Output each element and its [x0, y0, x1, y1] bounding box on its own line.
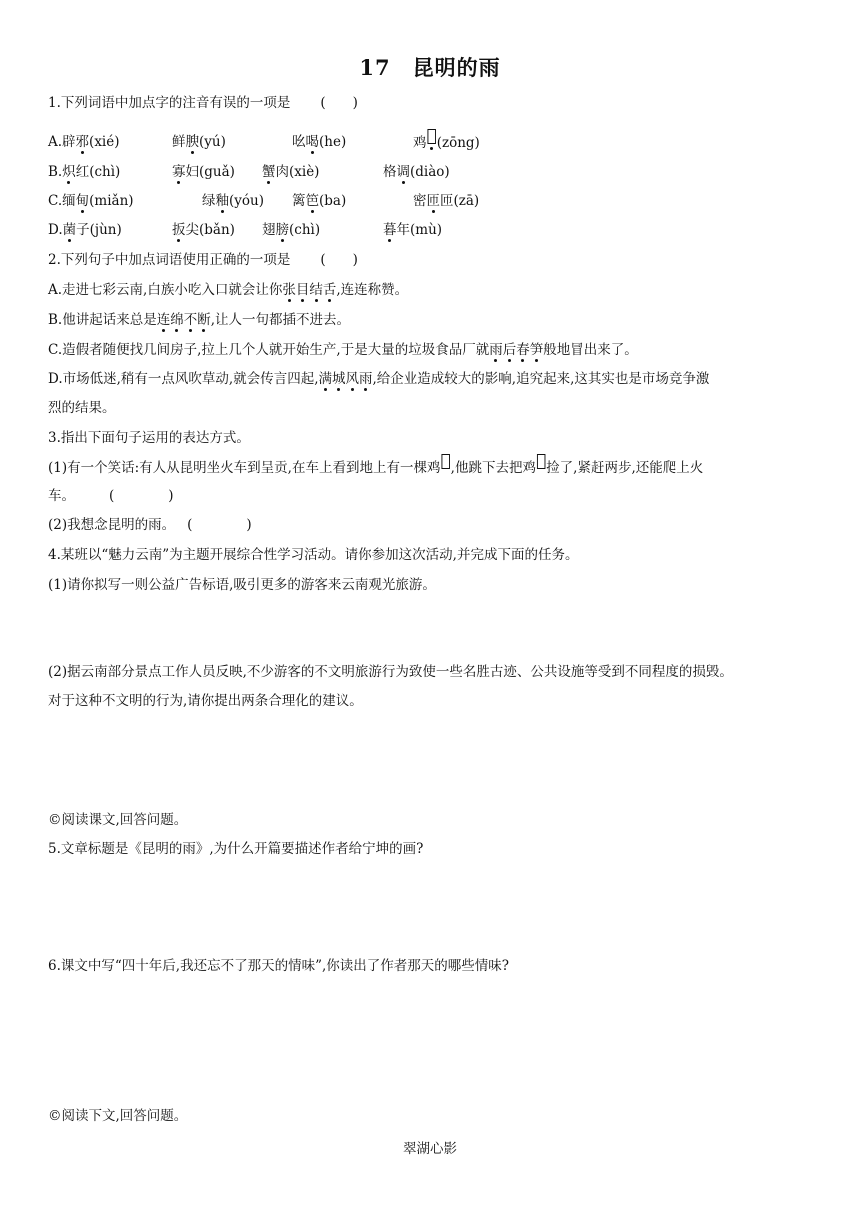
q1-option-b-word4: 格调(diào)	[383, 164, 450, 180]
reading-instruction-2: ©阅读下文,回答问题。	[48, 1108, 188, 1124]
q1-option-a-word4: 鸡𦵗(zōng)	[413, 126, 480, 151]
char-image: 𦵗	[440, 451, 451, 471]
lesson-title: 昆明的雨	[412, 55, 501, 80]
q5: 5.文章标题是《昆明的雨》,为什么开篇要描述作者给宁坤的画?	[48, 841, 424, 857]
emphasis-char: 雨	[489, 342, 503, 358]
emphasis-char: 连	[156, 312, 171, 328]
q3-blank-2: ( )	[187, 517, 252, 533]
q1-option-d-word3: 翅膀(chì)	[262, 222, 321, 238]
emphasis-char: 舌	[322, 282, 337, 298]
emphasis-char: 绵	[170, 312, 184, 328]
q2-answer-blank: ( )	[320, 252, 358, 268]
passage-subtitle: 翠湖心影	[403, 1141, 457, 1157]
q1-stem: 1.下列词语中加点字的注音有误的一项是 ( )	[48, 95, 358, 111]
emphasis-char: 目	[295, 282, 310, 298]
q1-option-d: D.菌子(jùn)	[48, 222, 122, 238]
q1-option-c-word2: 绿釉(yóu)	[202, 193, 264, 209]
q2-stem: 2.下列句子中加点词语使用正确的一项是 ( )	[48, 252, 358, 268]
q3-blank-1: ( )	[109, 488, 174, 504]
emphasis-char: 城	[332, 371, 346, 387]
q2-option-d-cont: 烈的结果。	[48, 400, 116, 416]
emphasis-char: 不	[183, 312, 198, 328]
reading-instruction-1: ©阅读课文,回答问题。	[48, 812, 188, 828]
q2-option-d: D.市场低迷,稍有一点风吹草动,就会传言四起,满城风雨,给企业造成较大的影响,追究起来,这其实也是市场竞争激	[48, 371, 710, 387]
char-image: 𦵗	[535, 451, 547, 471]
q4-task-2-cont: 对于这种不文明的行为,请你提出两条合理化的建议。	[48, 693, 363, 709]
q6: 6.课文中写“四十年后,我还忘不了那天的情味”,你读出了作者那天的哪些情味?	[48, 958, 510, 974]
q1-option-b: B.炽红(chì)	[48, 164, 121, 180]
emphasis-char: 雨	[359, 371, 373, 387]
q3-sentence-2: (2)我想念昆明的雨。 ( )	[48, 517, 252, 533]
q1-option-a: A.辟邪(xié)	[48, 134, 120, 150]
q2-option-b: B.他讲起话来总是连绵不断,让人一句都插不进去。	[48, 312, 351, 328]
q4-task-1: (1)请你拟写一则公益广告标语,吸引更多的游客来云南观光旅游。	[48, 577, 436, 593]
q1-option-d-word4: 暮年(mù)	[383, 222, 443, 238]
q4-task-2: (2)据云南部分景点工作人员反映,不少游客的不文明旅游行为致使一些名胜古迹、公共设施等受到不同程度的损毁。	[48, 664, 733, 680]
q2-option-a: A.走进七彩云南,白族小吃入口就会让你张目结舌,连连称赞。	[48, 282, 409, 298]
q1-option-b-word3: 蟹肉(xiè)	[262, 164, 320, 180]
page-title	[0, 52, 860, 82]
q3-stem: 3.指出下面句子运用的表达方式。	[48, 430, 250, 446]
emphasis-char: 张	[282, 282, 296, 298]
q1-option-c: C.缅甸(miǎn)	[48, 193, 134, 209]
q3-sentence-1-cont: 车。 ( )	[48, 488, 174, 504]
q1-answer-blank: ( )	[320, 95, 358, 111]
emphasis-char: 断	[197, 312, 211, 328]
emphasis-char: 结	[309, 282, 323, 298]
q1-option-c-word3: 篱笆(ba)	[292, 193, 347, 209]
emphasis-char: 满	[318, 371, 333, 387]
q1-option-a-word3: 吆喝(he)	[292, 134, 347, 150]
q1-option-a-word2: 鲜腴(yú)	[172, 134, 226, 150]
emphasis-char: 风	[345, 371, 360, 387]
q1-option-c-word4: 密匝匝(zā)	[413, 193, 480, 209]
emphasis-char: 笋	[529, 342, 544, 358]
q2-option-c: C.造假者随便找几间房子,拉上几个人就开始生产,于是大量的垃圾食品厂就雨后春笋般地冒出来了。	[48, 342, 638, 358]
q4-stem: 4.某班以“魅力云南”为主题开展综合性学习活动。请你参加这次活动,并完成下面的任务。	[48, 547, 579, 563]
lesson-number: 17	[359, 55, 391, 80]
emphasis-char: 后	[502, 342, 517, 358]
q1-option-b-word2: 寡妇(guǎ)	[172, 164, 235, 180]
emphasis-char: 春	[516, 342, 530, 358]
q1-option-d-word2: 扳尖(bǎn)	[172, 222, 235, 238]
q3-sentence-1: (1)有一个笑话:有人从昆明坐火车到呈贡,在车上看到地上有一棵鸡𦵗,他跳下去把鸡𦵗捡了,紧赶两步,还能爬上火	[48, 451, 704, 476]
